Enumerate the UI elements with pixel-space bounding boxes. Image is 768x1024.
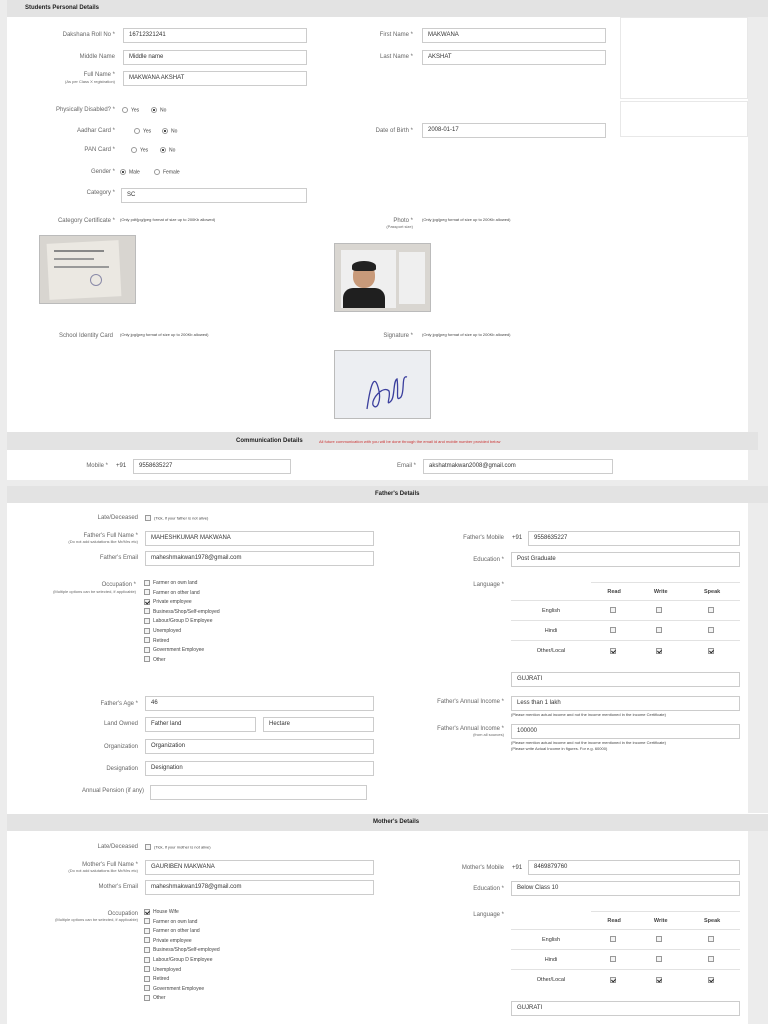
language-checkbox-icon[interactable] xyxy=(708,977,714,983)
language-checkbox-icon[interactable] xyxy=(708,936,714,942)
father-mobile-prefix: +91 xyxy=(512,535,523,541)
gender-label: Gender * xyxy=(90,169,115,175)
communication-note: All future communication with you will be done through the email id and mobile number provided below xyxy=(319,439,501,444)
occupation-label: Private employee xyxy=(153,937,192,944)
language-checkbox-icon[interactable] xyxy=(610,627,616,633)
father-occupation-option[interactable] xyxy=(144,608,220,618)
language-checkbox-icon[interactable] xyxy=(656,936,662,942)
pan-label: PAN Card * xyxy=(84,147,115,153)
dob-label: Date of Birth * xyxy=(375,128,413,134)
photo-sub: (Passport size) xyxy=(386,224,413,229)
language-name: English xyxy=(511,930,591,950)
aadhar-no-radio[interactable]: No xyxy=(162,128,177,134)
occupation-label: Retired xyxy=(153,976,170,983)
language-checkbox-icon[interactable] xyxy=(656,648,662,654)
occupation-label: Other xyxy=(153,995,166,1002)
checkbox-icon[interactable] xyxy=(144,580,150,586)
mother-mobile-prefix: +91 xyxy=(512,865,523,871)
language-cell xyxy=(591,601,637,621)
land-input[interactable]: Father land xyxy=(145,717,256,732)
full-name-label: Full Name * xyxy=(83,72,115,78)
language-checkbox-icon[interactable] xyxy=(610,956,616,962)
middle-name-label: Middle Name xyxy=(79,54,115,60)
mother-occupation-option[interactable] xyxy=(144,937,192,947)
language-cell xyxy=(637,601,684,621)
language-column-header: Speak xyxy=(684,583,740,601)
checkbox-icon[interactable] xyxy=(144,918,150,924)
full-name-sub: (As per Class X registration) xyxy=(64,79,115,84)
mother-education-select[interactable]: Below Class 10 xyxy=(511,881,740,896)
father-occupation-option[interactable] xyxy=(144,579,197,589)
language-row xyxy=(511,970,740,990)
language-checkbox-icon[interactable] xyxy=(656,977,662,983)
checkbox-icon[interactable] xyxy=(144,628,150,634)
father-late-label: Late/Deceased xyxy=(97,515,138,521)
language-cell xyxy=(591,950,637,970)
language-checkbox-icon[interactable] xyxy=(610,648,616,654)
gender-male-radio[interactable]: Male xyxy=(120,169,140,175)
checkbox-icon[interactable] xyxy=(144,909,150,915)
certificate-stamp-icon xyxy=(90,274,102,286)
student-section-header xyxy=(7,0,768,17)
language-cell xyxy=(637,930,684,950)
language-column-header: Speak xyxy=(684,912,740,930)
last-name-input[interactable]: AKSHAT xyxy=(422,50,606,65)
mother-section-title: Mother's Details xyxy=(373,819,420,825)
checkbox-icon[interactable] xyxy=(144,966,150,972)
father-income2-sub: (from all sources) xyxy=(473,732,504,737)
language-checkbox-icon[interactable] xyxy=(610,977,616,983)
father-mobile-input[interactable]: 9558635227 xyxy=(528,531,740,546)
mother-name-label: Mother's Full Name * xyxy=(82,862,138,868)
right-gutter xyxy=(748,503,768,813)
occupation-label: Other xyxy=(153,656,166,663)
father-language-label: Language * xyxy=(473,582,504,588)
language-checkbox-icon[interactable] xyxy=(708,956,714,962)
mother-occupation-label: Occupation xyxy=(107,911,138,917)
language-name: Other/Local xyxy=(511,641,591,661)
mobile-input[interactable]: 9558635227 xyxy=(133,459,291,474)
pan-no-radio[interactable]: No xyxy=(160,147,175,153)
language-row xyxy=(511,601,740,621)
occupation-label: Farmer on own land xyxy=(153,580,198,586)
father-age-label: Father's Age * xyxy=(100,701,138,707)
middle-name-input[interactable]: Middle name xyxy=(123,50,307,65)
language-row xyxy=(511,950,740,970)
language-row xyxy=(511,621,740,641)
father-income-select[interactable]: Less than 1 lakh xyxy=(511,696,740,711)
mother-occupation-sub: (Multiple options can be selected, if applicable) xyxy=(55,917,138,922)
mother-occupation-option[interactable] xyxy=(144,975,169,985)
first-name-label: First Name * xyxy=(379,32,413,38)
full-name-input[interactable]: MAKWANA AKSHAT xyxy=(123,71,307,86)
category-select[interactable]: SC xyxy=(121,188,307,203)
occupation-label: Unemployed xyxy=(153,628,182,634)
occupation-label: House Wife xyxy=(153,909,179,915)
land-label: Land Owned xyxy=(103,721,138,727)
roll-no-input[interactable]: 16712321241 xyxy=(123,28,307,43)
language-row xyxy=(511,930,740,950)
photo-label: Photo * xyxy=(393,218,413,224)
language-cell xyxy=(591,930,637,950)
language-cell xyxy=(684,621,740,641)
mother-other-language-input[interactable]: GUJRATI xyxy=(511,1001,740,1016)
occupation-label: Private employee xyxy=(153,599,192,606)
roll-no-label: Dakshana Roll No * xyxy=(62,32,115,38)
pan-yes-radio[interactable]: Yes xyxy=(131,147,148,153)
mother-late-checkbox[interactable]: (Tick, if your mother is not alive) xyxy=(145,844,211,850)
mother-mobile-input[interactable]: 8469879760 xyxy=(528,860,740,875)
mother-language-label: Language * xyxy=(473,912,504,918)
occupation-label: Government Employee xyxy=(153,647,205,654)
email-input[interactable]: akshatmakwan2008@gmail.com xyxy=(423,459,613,474)
father-income2-note2: (Please write Actual Income in figures. For e.g. 60000) xyxy=(511,746,608,751)
language-cell xyxy=(684,930,740,950)
designation-label: Designation xyxy=(106,766,138,772)
category-label: Category * xyxy=(86,190,115,196)
checkbox-icon[interactable] xyxy=(144,976,150,982)
designation-input[interactable]: Designation xyxy=(145,761,374,776)
checkbox-icon[interactable] xyxy=(144,656,150,662)
aadhar-label: Aadhar Card * xyxy=(76,128,115,134)
language-checkbox-icon[interactable] xyxy=(708,627,714,633)
occupation-label: Labour/Group D Employee xyxy=(153,618,213,625)
occupation-label: Farmer on own land xyxy=(153,918,198,925)
father-section-title: Father's Details xyxy=(375,491,420,497)
father-occupation-option[interactable] xyxy=(144,656,166,666)
father-occupation-option[interactable] xyxy=(144,627,181,637)
language-cell xyxy=(684,601,740,621)
gender-female-radio[interactable]: Female xyxy=(154,169,180,175)
language-cell xyxy=(637,641,684,661)
language-column-header: Write xyxy=(637,912,684,930)
father-name-sub: (Do not add salutations like Mr/Mrs etc) xyxy=(68,539,138,544)
father-income2-label: Father's Annual Income * xyxy=(437,726,504,732)
school-id-label: School Identity Card xyxy=(58,333,113,339)
mother-name-sub: (Do not add salutations like Mr/Mrs etc) xyxy=(68,868,138,873)
student-photo-image[interactable] xyxy=(334,243,431,312)
language-checkbox-icon[interactable] xyxy=(656,607,662,613)
father-occupation-label: Occupation * xyxy=(101,582,136,588)
language-name: English xyxy=(511,601,591,621)
father-education-select[interactable]: Post Graduate xyxy=(511,552,740,567)
shirt-icon xyxy=(343,288,385,308)
father-occupation-option[interactable] xyxy=(144,646,204,656)
disabled-no-radio[interactable]: No xyxy=(151,107,166,113)
father-late-checkbox[interactable]: (Tick, if your father is not alive) xyxy=(145,515,208,521)
checkbox-icon[interactable] xyxy=(144,985,150,991)
occupation-label: Government Employee xyxy=(153,985,205,992)
language-cell xyxy=(684,641,740,661)
mother-mobile-label: Mother's Mobile xyxy=(461,865,504,871)
father-income2-input[interactable]: 100000 xyxy=(511,724,740,739)
category-certificate-label: Category Certificate * xyxy=(57,218,115,224)
mother-email-input[interactable]: maheshmakwan1978@gmail.com xyxy=(145,880,374,895)
checkbox-icon[interactable] xyxy=(144,928,150,934)
floating-panel xyxy=(620,101,748,137)
language-name: Hindi xyxy=(511,950,591,970)
hair-icon xyxy=(352,261,376,271)
father-income-label: Father's Annual Income * xyxy=(437,699,504,705)
father-name-label: Father's Full Name * xyxy=(83,533,138,539)
checkbox-icon[interactable] xyxy=(144,957,150,963)
father-section-header xyxy=(7,486,768,503)
first-name-input[interactable]: MAKWANA xyxy=(422,28,606,43)
student-section-title: Students Personal Details xyxy=(25,5,100,11)
occupation-label: Labour/Group D Employee xyxy=(153,957,213,963)
occupation-label: Business/Shop/Self-employed xyxy=(153,947,220,954)
mother-occupation-option[interactable] xyxy=(144,985,204,995)
father-occupation-option[interactable] xyxy=(144,637,169,647)
father-age-input[interactable]: 46 xyxy=(145,696,374,711)
signature-note: (Only jpg/jpeg format of size up to 200Kb allowed) xyxy=(422,332,511,337)
father-mobile-label: Father's Mobile xyxy=(463,535,504,541)
occupation-label: Farmer on other land xyxy=(153,928,200,935)
language-name: Hindi xyxy=(511,621,591,641)
dob-input[interactable]: 2008-01-17 xyxy=(422,123,606,138)
photo-note: (Only jpg/jpeg format of size up to 200Kb allowed) xyxy=(422,217,511,222)
language-cell xyxy=(637,970,684,990)
language-cell xyxy=(684,950,740,970)
mother-late-label: Late/Deceased xyxy=(97,844,138,850)
mother-occupation-option[interactable] xyxy=(144,908,179,918)
language-checkbox-icon[interactable] xyxy=(708,607,714,613)
category-certificate-note: (Only pdf/jpg/jpeg format of size up to 200Kb allowed) xyxy=(120,217,216,222)
language-checkbox-icon[interactable] xyxy=(610,936,616,942)
language-cell xyxy=(591,621,637,641)
father-income-note: (Please mention actual income and not the income mentioned in the income Certificate) xyxy=(511,712,666,717)
mobile-prefix: +91 xyxy=(116,463,127,469)
father-education-label: Education * xyxy=(473,557,504,563)
mother-name-input[interactable]: GAURIBEN MAKWANA xyxy=(145,860,374,875)
language-column-header: Read xyxy=(591,583,637,601)
mother-occupation-option[interactable] xyxy=(144,918,197,928)
mother-occupation-option[interactable] xyxy=(144,994,166,1004)
right-gutter xyxy=(748,831,768,1024)
language-cell xyxy=(637,621,684,641)
mother-occupation-option[interactable] xyxy=(144,927,200,937)
communication-header xyxy=(7,432,758,450)
father-name-input[interactable]: MAHESHKUMAR MAKWANA xyxy=(145,531,374,546)
language-cell xyxy=(591,970,637,990)
father-occupation-option[interactable] xyxy=(144,617,212,627)
language-cell xyxy=(684,970,740,990)
mother-language-table xyxy=(511,911,740,990)
language-column-header: Read xyxy=(591,912,637,930)
father-occupation-option[interactable] xyxy=(144,589,200,599)
language-cell xyxy=(637,950,684,970)
photo-caption-strip xyxy=(399,252,425,304)
occupation-label: Unemployed xyxy=(153,966,182,973)
organization-input[interactable]: Organization xyxy=(145,739,374,754)
language-name: Other/Local xyxy=(511,970,591,990)
signature-scribble-icon xyxy=(335,351,431,419)
aadhar-yes-radio[interactable]: Yes xyxy=(134,128,151,134)
checkbox-icon[interactable] xyxy=(144,995,150,1001)
father-occupation-sub: (Multiple options can be selected, if applicable) xyxy=(53,589,136,594)
occupation-label: Farmer on other land xyxy=(153,589,200,596)
category-certificate-image[interactable] xyxy=(39,235,136,304)
checkbox-icon[interactable] xyxy=(144,599,150,605)
mother-email-label: Mother's Email xyxy=(98,884,138,890)
signature-image[interactable] xyxy=(334,350,431,419)
email-label: Email * xyxy=(396,463,416,469)
father-occupation-option[interactable] xyxy=(144,598,192,608)
mobile-label: Mobile * xyxy=(86,463,108,469)
communication-title: Communication Details xyxy=(236,438,303,444)
disabled-label: Physically Disabled? * xyxy=(55,107,115,113)
language-column-header: Write xyxy=(637,583,684,601)
last-name-label: Last Name * xyxy=(379,54,413,60)
checkbox-icon[interactable] xyxy=(144,937,150,943)
mother-occupation-option[interactable] xyxy=(144,956,212,966)
checkbox-icon[interactable] xyxy=(144,947,150,953)
certificate-line xyxy=(54,266,109,268)
checkbox-icon[interactable] xyxy=(144,647,150,653)
checkbox-icon[interactable] xyxy=(144,637,150,643)
language-checkbox-icon[interactable] xyxy=(610,607,616,613)
organization-label: Organization xyxy=(103,744,138,750)
language-row xyxy=(511,641,740,661)
language-checkbox-icon[interactable] xyxy=(708,648,714,654)
mother-occupation-option[interactable] xyxy=(144,966,181,976)
pension-input[interactable] xyxy=(150,785,367,800)
signature-label: Signature * xyxy=(383,333,413,339)
father-income2-note1: (Please mention actual income and not the income mentioned in the income Certificate) xyxy=(511,740,666,745)
checkbox-icon[interactable] xyxy=(144,608,150,614)
checkbox-icon[interactable] xyxy=(144,618,150,624)
mother-section-header xyxy=(7,814,768,831)
language-cell xyxy=(591,641,637,661)
school-id-note: (Only jpg/jpeg format of size up to 200Kb allowed) xyxy=(120,332,209,337)
pension-label: Annual Pension (if any) xyxy=(81,788,144,794)
father-email-input[interactable]: maheshmakwan1978@gmail.com xyxy=(145,551,374,566)
language-checkbox-icon[interactable] xyxy=(656,627,662,633)
checkbox-icon[interactable] xyxy=(144,589,150,595)
mother-education-label: Education * xyxy=(473,886,504,892)
occupation-label: Retired xyxy=(153,637,170,644)
right-gutter xyxy=(748,17,768,487)
father-other-language-input[interactable]: GUJRATI xyxy=(511,672,740,687)
floating-panel xyxy=(620,17,748,99)
occupation-label: Business/Shop/Self-employed xyxy=(153,608,220,615)
mother-occupation-option[interactable] xyxy=(144,946,220,956)
father-language-table xyxy=(511,582,740,661)
language-checkbox-icon[interactable] xyxy=(656,956,662,962)
father-email-label: Father's Email xyxy=(99,555,138,561)
certificate-line xyxy=(54,258,94,260)
land-unit-select[interactable]: Hectare xyxy=(263,717,374,732)
disabled-yes-radio[interactable]: Yes xyxy=(122,107,139,113)
certificate-line xyxy=(54,250,104,252)
